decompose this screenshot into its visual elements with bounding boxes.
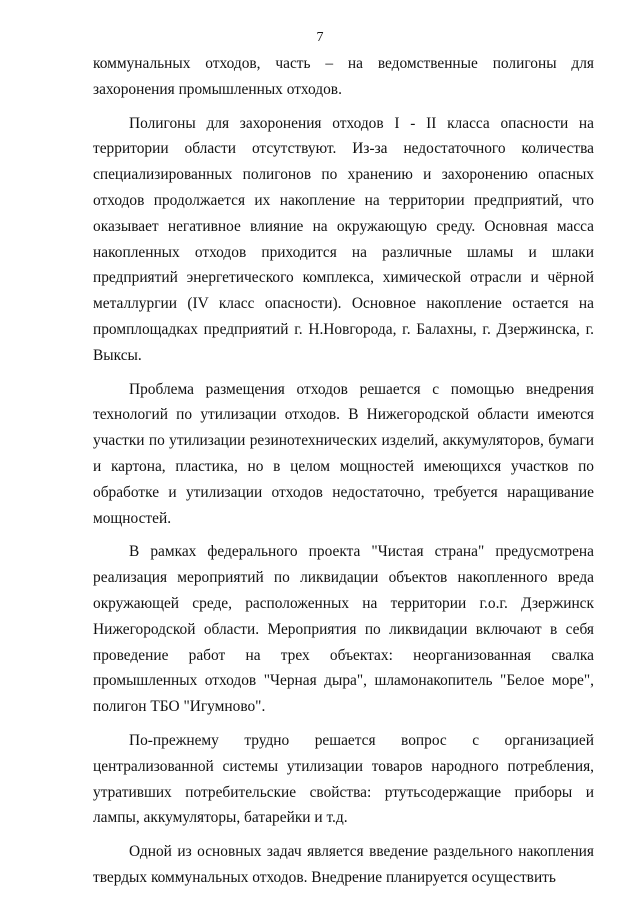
paragraph-landfills: Полигоны для захоронения отходов I - II класса опасности на территории области отсутствуют. Из-за недостаточного количества специализированных полигонов по хранению и захоронению опасных отходов продолжается их накопление на территории предприятий, что оказывает негативное влияние на окружающую среду. Основная масса накопленных отходов приходится на различные шламы и шлаки предприятий энергетического комплекса, химической отрасли и чёрной металлургии (IV класс опасности). Основное накопление остается на промплощадках предприятий г. Н.Новгорода, г. Балахны, г. Дзержинска, г. Выксы.	[93, 114, 594, 364]
page-number: 7	[316, 30, 324, 45]
document-body	[93, 51, 594, 899]
paragraph-separate-collection: Одной из основных задач является введение раздельного накопления твердых коммунальных отходов. Внедрение планируется осуществить	[93, 843, 594, 886]
paragraph-clean-country-project: В рамках федерального проекта "Чистая страна" предусмотрена реализация мероприятий по ликвидации объектов накопленного вреда окружающей среде, расположенных на территории г.о.г. Дзержинск Нижегородской области. Мероприятия по ликвидации включают в себя проведение работ на трех объектах: неорганизованная свалка промышленных отходов "Черная дыра", шламонакопитель "Белое море", полигон ТБО "Игумново".	[93, 543, 594, 716]
paragraph-continued: коммунальных отходов, часть – на ведомственные полигоны для захоронения промышленных отходов.	[93, 55, 594, 98]
paragraph-consumer-goods: По-прежнему трудно решается вопрос с организацией централизованной системы утилизации товаров народного потребления, утративших потребительские свойства: ртутьсодержащие приборы и лампы, аккумуляторы, батарейки и т.д.	[93, 731, 594, 827]
paragraph-waste-disposal: Проблема размещения отходов решается с помощью внедрения технологий по утилизации отходов. В Нижегородской области имеются участки по утилизации резинотехнических изделий, аккумуляторов, бумаги и картона, пластика, но в целом мощностей имеющихся участков по обработке и утилизации отходов недостаточно, требуется наращивание мощностей.	[93, 380, 594, 527]
